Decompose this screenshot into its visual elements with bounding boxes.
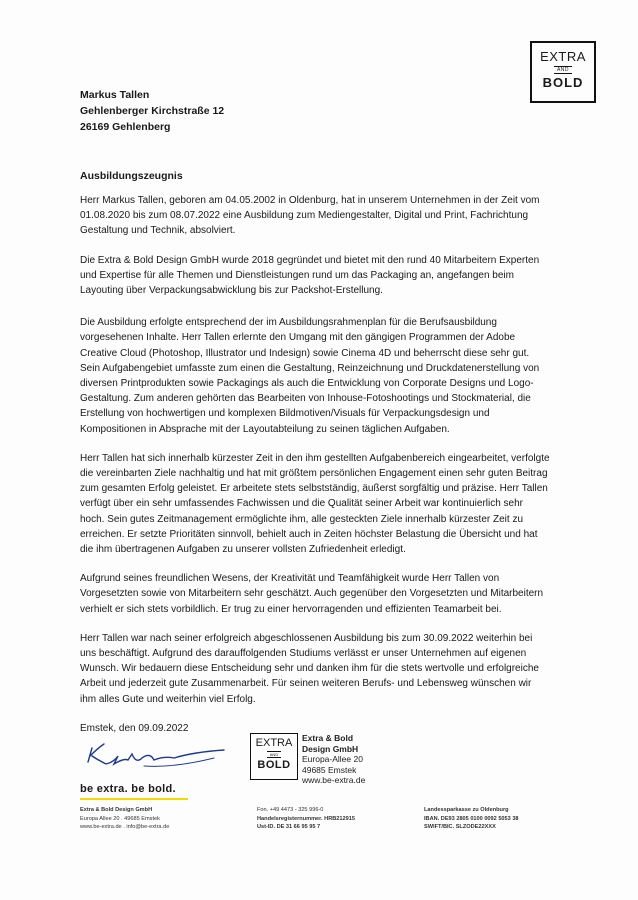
footer-company-name: Extra & Bold Design GmbH (80, 807, 153, 813)
stamp-logo-bold: BOLD (257, 759, 291, 771)
stamp-logo (250, 733, 298, 780)
footer-bank: Landessparkasse zu Oldenburg (424, 807, 509, 813)
footer-registration-info (257, 806, 355, 832)
stamp-web: www.be-extra.de (302, 775, 366, 785)
paragraph-training: Die Ausbildung erfolgte entsprechend der im Ausbildungsrahmenplan für die Berufsausbildung vorgesehenen Inhalte. Herr Tallen erlernte den Umgang mit den gängigen Programmen der Adobe Creative Cloud (Photoshop, Illustrator und Indesign) sowie Cinema 4D und beherrscht diese sehr gut. Sein Aufgabengebiet umfasste zum einen die Gestaltung, Reinzeichnung und Druckdatenerstellung von diversen Printprodukten sowie Packagings als auch die Entwicklung von Corporate Designs und Logo-Gestaltung. Zum anderen gehörten das Bearbeiten von Inhouse-Fotoshootings und Stockmaterial, die Erstellung von hochwertigen und komplexen Bildmotiven/Visuals für Verpackungsdesign und Kompositionen in Absprache mit der Layoutabteilung zu seinen täglichen Aufgaben. (80, 317, 540, 435)
footer-iban: IBAN. DE93 2805 0100 0092 5053 38 (424, 815, 519, 822)
company-logo (530, 41, 596, 103)
slogan-underline (80, 798, 188, 800)
slogan: be extra. be bold. (80, 783, 176, 795)
footer-web: www.be-extra.de . info@be-extra.de (80, 824, 170, 830)
place-date: Emstek, den 09.09.2022 (80, 722, 189, 734)
paragraph-conduct: Aufgrund seines freundlichen Wesens, der Kreativität und Teamfähigkeit wurde Herr Tallen von Vorgesetzten sowie von Mitarbeitern sehr geschätzt. Auch gegenüber den Vorgesetzten und Mitarbeitern verhielt er sich stets vorbildlich. Er trug zu einer hervorragenden und effizienten Teamarbeit bei. (80, 573, 544, 615)
stamp-city: 49685 Emstek (302, 764, 357, 775)
footer-phone: Fon. +49 4473 - 325 996-0 (257, 807, 324, 813)
footer-vat: Ust-ID. DE 31 66 95 95 7 (257, 824, 321, 830)
footer-bank-info (424, 806, 519, 832)
logo-line-extra: EXTRA (540, 49, 586, 64)
recipient-street: Gehlenberger Kirchstraße 12 (80, 105, 225, 117)
recipient-address (80, 87, 224, 135)
logo-line-bold: BOLD (542, 75, 584, 90)
paragraph-company: Die Extra & Bold Design GmbH wurde 2018 gegründet und bietet mit den rund 40 Mitarbeitern Experten und Expertise für alle Themen und Dienstleistungen rund um das Packaging an, angefangen beim Layouting über Verpackungsabwicklung bis zur Packshot-Erstellung. (80, 254, 540, 297)
stamp-street: Europa-Allee 20 (302, 754, 363, 764)
paragraph-intro: Herr Markus Tallen, geboren am 04.05.2002 in Oldenburg, hat in unserem Unternehmen in der Zeit vom 01.08.2020 bis zum 08.07.2022 eine Ausbildung zum Mediengestalter, Digital und Print, Fachrichtung Gestaltung und Technik, absolviert. (80, 195, 540, 237)
stamp-company-suffix: Design GmbH (302, 743, 359, 754)
footer-company-info (80, 806, 169, 832)
recipient-city: 26169 Gehlenberg (80, 121, 171, 133)
stamp-logo-and: AND (267, 751, 281, 758)
stamp-company: Extra & Bold (302, 733, 354, 743)
footer-address: Europa Allee 20 . 49685 Emstek (80, 815, 160, 822)
paragraph-performance: Herr Tallen hat sich innerhalb kürzester Zeit in den ihm gestellten Aufgabenbereich eingearbeitet, verfolgte die vereinbarten Ziele nachhaltig und hat mit größtem persönlichen Engagement einen sehr guten Beitrag zum gesamten Erfolg geleistet. Er arbeitete stets selbstständig, äußerst sorgfältig und präzise. Herr Tallen verfügt über ein sehr umfassendes Fachwissen und die Qualität seiner Arbeit war kontinuierlich sehr hoch. Sein gutes Zeitmanagement ermöglichte ihm, alle gesteckten Ziele innerhalb kürzester Zeit zu erreichen. Er setzte Prioritäten sinnvoll, behielt auch in Zeiten höchster Belastung die Übersicht und hat die ihm übertragenen Aufgaben zu unserer vollsten Zufriedenheit erledigt. (80, 452, 550, 556)
stamp-address (302, 733, 402, 786)
handwritten-signature (84, 738, 234, 778)
footer-bic: SWIFT/BIC. SLZODE22XXX (424, 824, 496, 830)
letter-body (80, 193, 550, 750)
recipient-name: Markus Tallen (80, 89, 150, 101)
document-subject: Ausbildungszeugnis (80, 170, 183, 182)
stamp-logo-extra: EXTRA (255, 737, 293, 749)
paragraph-closing: Herr Tallen war nach seiner erfolgreich abgeschlossenen Ausbildung bis zum 30.09.2022 weiterhin bei uns beschäftigt. Aufgrund des darauffolgenden Studiums verlässt er unser Unternehmen auf eigenen Wunsch. Wir bedauern diese Entscheidung sehr und danken ihm für die stets wertvolle und erfolgreiche Arbeit und jederzeit gute Zusammenarbeit. Für seinen weiteren Berufs- und Lebensweg wünschen wir ihm alles Gute und weiterhin viel Erfolg. (80, 632, 539, 705)
footer-register: Handelsregisternummer. HRB212915 (257, 815, 355, 822)
logo-line-and: AND (554, 66, 572, 74)
